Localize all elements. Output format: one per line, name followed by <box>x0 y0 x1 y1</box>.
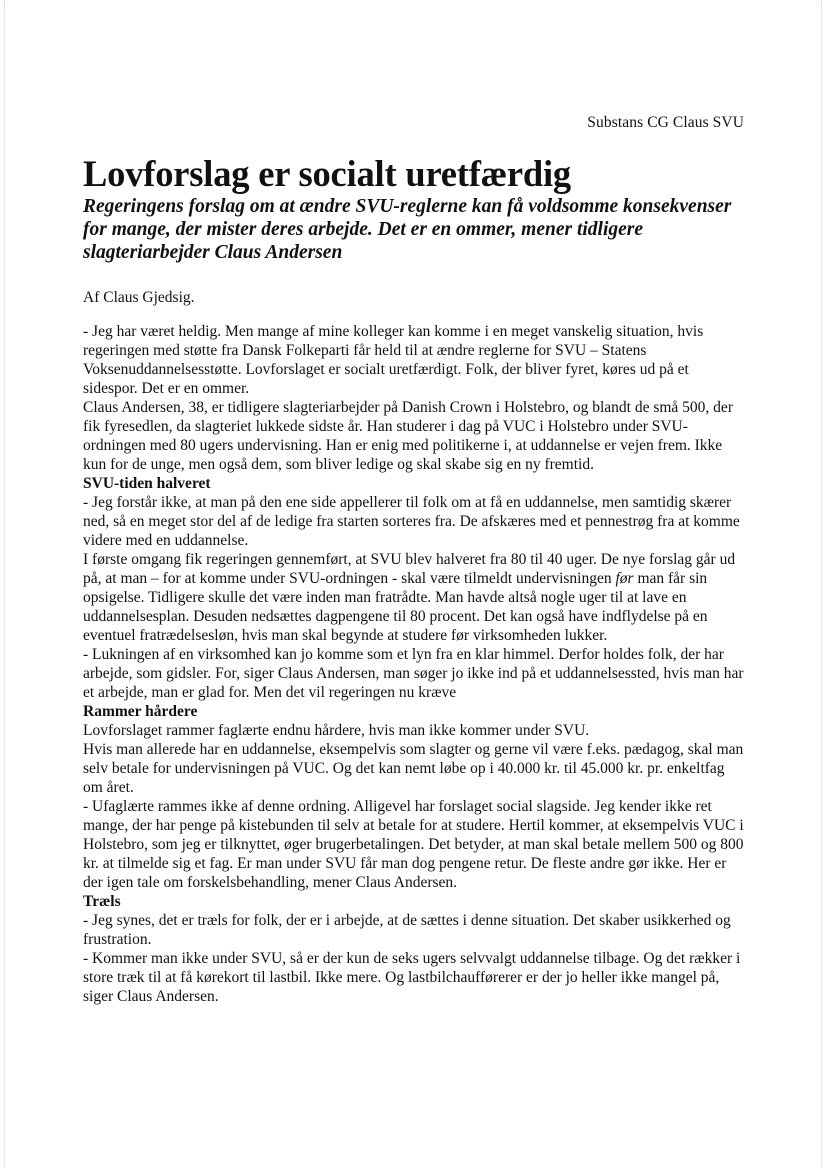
page-edge-right <box>821 0 823 1168</box>
article <box>83 153 745 1006</box>
paragraph: Hvis man allerede har en uddannelse, eksempelvis som slagter og gerne vil være f.eks. pædagog, skal man selv betale for undervisningen på VUC. Og det kan nemt løbe op i 40.000 kr. til 45.000 kr. pr. enkeltfag om året. <box>83 741 744 796</box>
section-heading: Træls <box>83 893 121 910</box>
article-subtitle: Regeringens forslag om at ændre SVU-reglerne kan få voldsomme konsekvenser for mange, der mister deres arbejde. Det er en ommer, mener tidligere slagteriarbejder Claus Andersen <box>83 196 732 263</box>
paragraph-text: man får sin opsigelse. Tidligere skulle det være inden man fratrådte. Man havde altså nogle uger til at lave en uddannelsesplan. Desuden nedsættes dagpengene til 80 procent. Det kan også have indflydelse på en eventuel fratrædelsesløn, hvis man skal begynde at studere før virksomheden lukker. <box>83 570 708 644</box>
paragraph: - Jeg synes, det er træls for folk, der er i arbejde, at de sættes i denne situation. Det skaber usikkerhed og frustration. <box>83 912 731 948</box>
paragraph: - Lukningen af en virksomhed kan jo komme som et lyn fra en klar himmel. Derfor holdes folk, der har arbejde, som gidsler. For, siger Claus Andersen, man søger jo ikke ind på et uddannelsessted, hvis man har et arbejde, man er glad for. Men det vil regeringen nu kræve <box>83 646 744 701</box>
paragraph: Lovforslaget rammer faglærte endnu hårdere, hvis man ikke kommer under SVU. <box>83 722 590 739</box>
article-title: Lovforslag er socialt uretfærdig <box>83 153 571 194</box>
paragraph: - Kommer man ikke under SVU, så er der kun de seks ugers selvvalgt uddannelse tilbage. Og det rækker i store træk til at få kørekort til lastbil. Ikke mere. Og lastbilchaufførerer er der jo heller ikke mangel på, siger Claus Andersen. <box>83 950 741 1005</box>
page-edge-left <box>4 0 6 1168</box>
section-heading: Rammer hårdere <box>83 703 198 720</box>
paragraph: - Jeg har været heldig. Men mange af mine kolleger kan komme i en meget vanskelig situation, hvis regeringen med støtte fra Dansk Folkeparti får held til at ændre reglerne for SVU – Statens Voksenuddannelsesstøtte. Lovforslaget er socialt uretfærdigt. Folk, der bliver fyret, køres ud på et sidespor. Det er en ommer. <box>83 323 704 397</box>
section-heading: SVU-tiden halveret <box>83 475 211 492</box>
emphasis-text: før <box>615 570 634 587</box>
paragraph <box>83 550 745 645</box>
paragraph: Claus Andersen, 38, er tidligere slagteriarbejder på Danish Crown i Holstebro, og blandt de små 500, der fik fyresedlen, da slagteriet lukkede sidste år. Han studerer i dag på VUC i Holstebro under SVU-ordningen med 80 ugers undervisning. Han er enig med politikerne i, at uddannelse er vejen frem. Ikke kun for de unge, men også dem, som bliver ledige og skal skabe sig en ny fremtid. <box>83 399 733 473</box>
article-body <box>83 322 745 1006</box>
paragraph: - Ufaglærte rammes ikke af denne ordning. Alligevel har forslaget social slagside. Jeg kender ikke ret mange, der har penge på kistebunden til selv at betale for at studere. Hertil kommer, at eksempelvis VUC i Holstebro, som jeg er tilknyttet, øger brugerbetalingen. Det betyder, at man skal betale mellem 500 og 800 kr. at tilmelde sig et fag. Er man under SVU får man dog pengene retur. De fleste andre gør ikke. Her er der igen tale om forskelsbehandling, mener Claus Andersen. <box>83 798 744 891</box>
paragraph-text: I første omgang fik regeringen gennemført, at SVU blev halveret fra 80 til 40 uger. De nye forslag går ud på, at man – for at komme under SVU-ordningen - skal være tilmeldt undervisningen <box>83 551 736 587</box>
article-byline: Af Claus Gjedsig. <box>83 289 195 306</box>
document-reference: Substans CG Claus SVU <box>587 114 744 131</box>
paragraph: - Jeg forstår ikke, at man på den ene side appellerer til folk om at få en uddannelse, men samtidig skærer ned, så en meget stor del af de ledige fra starten sorteres fra. De afskæres med et pennestrøg fra at komme videre med en uddannelse. <box>83 494 740 549</box>
